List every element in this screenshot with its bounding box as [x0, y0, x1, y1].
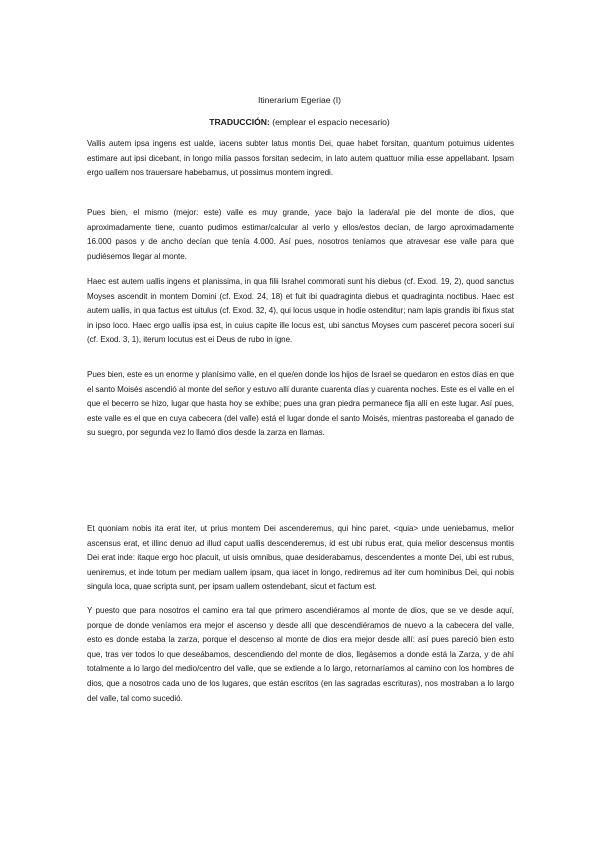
subtitle-note: (emplear el espacio necesario): [269, 117, 390, 127]
document-title: Itinerarium Egeriae (I): [257, 95, 342, 105]
latin-paragraph-3: Et quoniam nobis ita erat iter, ut prius montem Dei ascenderemus, qui hinc paret, <quia> unde ueniebamus, melior ascensus erat, et illinc denuo ad illud caput uallis descenderemus, id est ubi rubus erat, quia melior descensus montis Dei erat inde: itaque ergo hoc placuit, ut uisis omnibus, quae desiderabamus, descendentes a monte Dei, ubi est rubus, ueniremus, et inde totum per mediam uallem ipsam, qua iacet in longo, rediremus ad iter cum hominibus Dei, qui nobis singula loca, quae scripta sunt, per ipsam uallem ostendebant, sicut et factum est.: [87, 524, 514, 592]
latin-paragraph-2: Haec est autem uallis ingens et planissima, in qua filii Israhel commorati sunt his diebus (cf. Exod. 19, 2), quod sanctus Moyses ascendit in montem Domini (cf. Exod. 24, 18) et fuit ibi quadraginta diebus et quadraginta noctibus. Haec est autem uallis, in qua factus est uitulus (cf. Exod. 32, 4), qui locus usque in hodie ostenditur; nam lapis grandis ibi fixus stat in ipso loco. Haec ergo uallis ipsa est, in cuius capite ille locus est, ubi sanctus Moyses cum pasceret pecora soceri sui (cf. Exod. 3, 1), iterum locutus est ei Deus de rubo in igne.: [87, 277, 514, 345]
translation-paragraph-1: Pues bien, el mismo (mejor: este) valle es muy grande, yace bajo la ladera/al pie del monte de dios, que aproximadamente tiene, cuanto pudimos estimar/calcular al verlo y ellos/estos decían, de largo aproximadamente 16.000 pasos y de ancho decían que tenía 4.000. Así pues, nosotros teníamos que atravesar ese valle para que pudiésemos llegar al monte.: [87, 208, 514, 261]
subtitle-label: TRADUCCIÓN:: [209, 117, 270, 127]
document-subtitle: [0, 116, 599, 128]
latin-paragraph-1: Vallis autem ipsa ingens est ualde, iacens subter latus montis Dei, quae habet forsitan, quantum potuimus uidentes estimare aut ipsi dicebant, in longo milia passos forsitan sedecim, in lato autem quattuor milia esse appellabant. Ipsam ergo uallem nos trauersare habebamus, ut possimus montem ingredi.: [87, 139, 514, 178]
translation-paragraph-2: Pues bien, este es un enorme y planísimo valle, en el que/en donde los hijos de Israel se quedaron en estos días en que el santo Moisés ascendió al monte del señor y estuvo allí durante cuarenta días y cuarenta noches. Este es el valle en el que el becerro se hizo, lugar que hasta hoy se exhibe; pues una gran piedra permanece fija allí en este lugar. Así pues, este valle es el que en cuya cabecera (del valle) está el lugar donde el santo Moisés, mientras pastoreaba el ganado de su suegro, por segunda vez lo llamó dios desde la zarza en llamas.: [87, 370, 514, 438]
translation-paragraph-3: Y puesto que para nosotros el camino era tal que primero ascendiéramos al monte de dios, que se ve desde aquí, porque de donde veníamos era mejor el ascenso y desde allí que descendiéramos de nuevo a la cabecera del valle, esto es donde estaba la zarza, porque el descenso al monte de dios era mejor desde allí: así pues pareció bien esto que, tras ver todos lo que deseábamos, descendiendo del monte de dios, llegásemos a donde está la Zarza, y de ahí totalmente a lo largo del medio/centro del valle, que se extiende a lo largo, retornaríamos al camino con los hombres de dios, que a nosotros cada uno de los lugares, que están escritos (en las sagradas escrituras), nos mostraban a lo largo del valle, tal como sucedió.: [87, 606, 514, 703]
